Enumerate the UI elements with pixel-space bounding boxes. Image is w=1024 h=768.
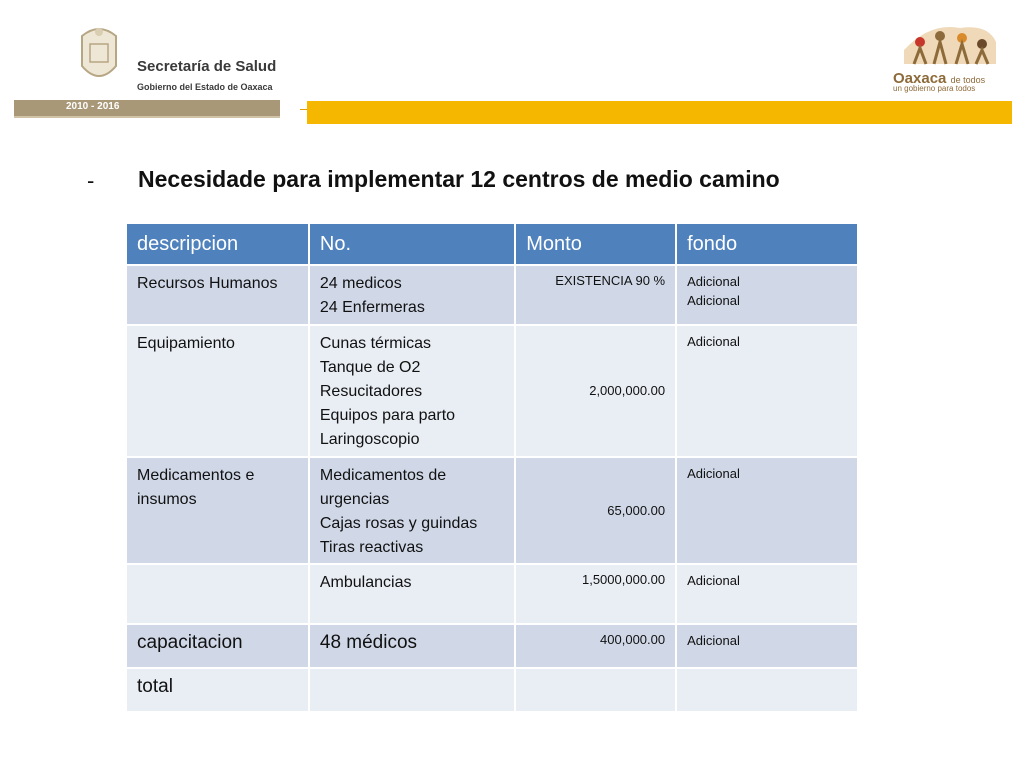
- cell-descripcion: total: [126, 668, 309, 712]
- page-title: Necesidade para implementar 12 centros de medio camino: [138, 166, 780, 192]
- title-bullet: -: [87, 168, 95, 193]
- table-row: [126, 325, 858, 457]
- org-title: Secretaría de Salud: [137, 58, 277, 75]
- cell-monto: 400,000.00: [515, 624, 676, 668]
- header-fondo: fondo: [676, 223, 858, 265]
- table-row: [126, 457, 858, 564]
- item: 24 Enfermeras: [319, 299, 425, 316]
- cell-descripcion: Recursos Humanos: [126, 265, 309, 325]
- header-descripcion: descripcion: [126, 223, 309, 265]
- item: Tanque de O2: [319, 359, 421, 376]
- cell-fondo: [676, 564, 858, 624]
- cell-fondo: [676, 265, 858, 325]
- cell-descripcion: Equipamiento: [126, 325, 309, 457]
- cell-fondo: [676, 457, 858, 564]
- cell-descripcion: [126, 564, 309, 624]
- item: Medicamentos de urgencias: [319, 467, 447, 508]
- brand-name-main: Oaxaca: [893, 70, 947, 87]
- item: Ambulancias: [319, 574, 412, 591]
- cell-monto: 65,000.00: [515, 457, 676, 564]
- table-row: [126, 624, 858, 668]
- header-no: No.: [309, 223, 515, 265]
- coat-of-arms-icon: [76, 22, 122, 94]
- item: Adicional: [687, 274, 740, 289]
- org-subtitle: Gobierno del Estado de Oaxaca: [137, 82, 273, 92]
- cell-no: [309, 668, 515, 712]
- cell-monto: [515, 668, 676, 712]
- item: Cunas térmicas: [319, 335, 432, 352]
- cell-no: [309, 457, 515, 564]
- table-row: [126, 564, 858, 624]
- cell-monto: 2,000,000.00: [515, 325, 676, 457]
- item: Adicional: [687, 573, 740, 588]
- needs-table: [125, 222, 859, 713]
- brand-tagline: un gobierno para todos: [893, 84, 976, 93]
- item: Equipos para parto: [319, 407, 456, 424]
- item: Adicional: [687, 334, 740, 349]
- cell-no: [309, 325, 515, 457]
- item: Adicional: [687, 633, 740, 648]
- item: 48 médicos: [319, 632, 418, 653]
- item: Cajas rosas y guindas: [319, 515, 478, 532]
- table-row: [126, 265, 858, 325]
- cell-monto: 1,5000,000.00: [515, 564, 676, 624]
- item: Adicional: [687, 293, 740, 308]
- cell-descripcion: Medicamentos e insumos: [126, 457, 309, 564]
- oaxaca-figures-icon: [900, 20, 1000, 68]
- cell-monto: EXISTENCIA 90 %: [515, 265, 676, 325]
- item: Adicional: [687, 466, 740, 481]
- item: Resucitadores: [319, 383, 423, 400]
- cell-fondo: [676, 325, 858, 457]
- accent-bar: [307, 101, 1012, 124]
- years-strip: [14, 116, 280, 118]
- cell-no: [309, 265, 515, 325]
- header-monto: Monto: [515, 223, 676, 265]
- item: 24 medicos: [319, 275, 402, 292]
- cell-no: [309, 624, 515, 668]
- cell-no: [309, 564, 515, 624]
- cell-fondo: [676, 624, 858, 668]
- table-header-row: [126, 223, 858, 265]
- years-label: 2010 - 2016: [66, 101, 120, 112]
- years-band: [14, 100, 280, 116]
- cell-descripcion: capacitacion: [126, 624, 309, 668]
- table-row: [126, 668, 858, 712]
- cell-fondo: [676, 668, 858, 712]
- item: Laringoscopio: [319, 431, 420, 448]
- brand-name-suffix: de todos: [950, 75, 986, 85]
- item: Tiras reactivas: [319, 539, 424, 556]
